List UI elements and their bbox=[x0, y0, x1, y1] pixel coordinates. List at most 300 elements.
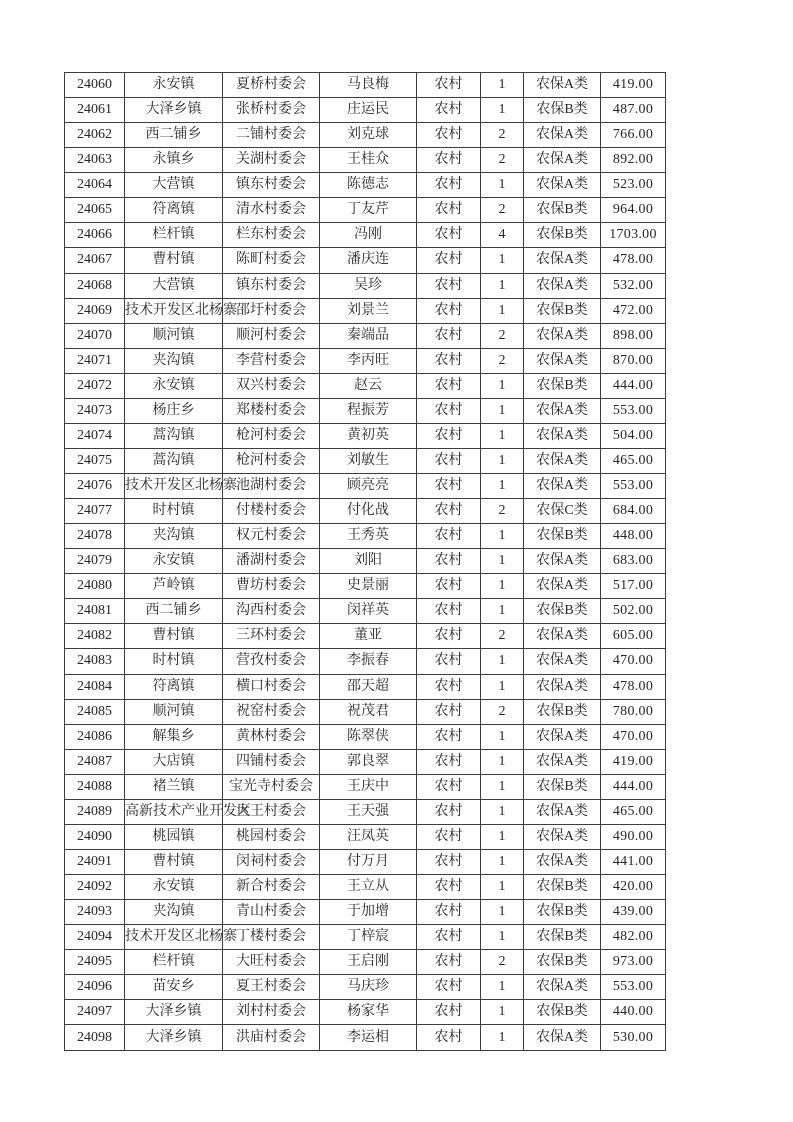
table-row bbox=[65, 323, 666, 348]
amount-cell: 684.00 bbox=[601, 499, 666, 524]
insurance-category-cell: 农保A类 bbox=[524, 148, 601, 173]
person-count-cell: 1 bbox=[481, 674, 524, 699]
residence-type-cell: 农村 bbox=[417, 348, 481, 373]
person-count-cell: 1 bbox=[481, 448, 524, 473]
residence-type-cell: 农村 bbox=[417, 524, 481, 549]
record-id-cell: 24091 bbox=[65, 849, 125, 874]
person-name-cell: 王立从 bbox=[320, 875, 417, 900]
person-name-cell: 丁友芹 bbox=[320, 198, 417, 223]
amount-cell: 478.00 bbox=[601, 248, 666, 273]
township-cell: 永镇乡 bbox=[125, 148, 223, 173]
residence-type-cell: 农村 bbox=[417, 699, 481, 724]
insurance-category-cell: 农保B类 bbox=[524, 599, 601, 624]
residence-type-cell: 农村 bbox=[417, 950, 481, 975]
amount-cell: 898.00 bbox=[601, 323, 666, 348]
village-committee-cell: 新合村委会 bbox=[223, 875, 320, 900]
insurance-category-cell: 农保B类 bbox=[524, 223, 601, 248]
table-row bbox=[65, 849, 666, 874]
record-id-cell: 24087 bbox=[65, 749, 125, 774]
person-name-cell: 史景丽 bbox=[320, 574, 417, 599]
insurance-category-cell: 农保A类 bbox=[524, 824, 601, 849]
table-row bbox=[65, 423, 666, 448]
person-name-cell: 郭良翠 bbox=[320, 749, 417, 774]
table-row bbox=[65, 774, 666, 799]
township-cell: 夹沟镇 bbox=[125, 524, 223, 549]
insurance-category-cell: 农保B类 bbox=[524, 774, 601, 799]
village-committee-cell: 青山村委会 bbox=[223, 900, 320, 925]
person-name-cell: 祝茂君 bbox=[320, 699, 417, 724]
record-id-cell: 24086 bbox=[65, 724, 125, 749]
village-committee-cell: 洪庙村委会 bbox=[223, 1025, 320, 1051]
record-id-cell: 24079 bbox=[65, 549, 125, 574]
amount-cell: 487.00 bbox=[601, 98, 666, 123]
table-row bbox=[65, 398, 666, 423]
amount-cell: 964.00 bbox=[601, 198, 666, 223]
person-name-cell: 李丙旺 bbox=[320, 348, 417, 373]
village-committee-cell: 付楼村委会 bbox=[223, 499, 320, 524]
record-id-cell: 24067 bbox=[65, 248, 125, 273]
person-name-cell: 赵云 bbox=[320, 373, 417, 398]
residence-type-cell: 农村 bbox=[417, 599, 481, 624]
township-cell: 大泽乡镇 bbox=[125, 1025, 223, 1051]
insurance-category-cell: 农保A类 bbox=[524, 474, 601, 499]
table-row bbox=[65, 373, 666, 398]
person-name-cell: 刘景兰 bbox=[320, 298, 417, 323]
person-count-cell: 2 bbox=[481, 950, 524, 975]
village-committee-cell: 顺河村委会 bbox=[223, 323, 320, 348]
amount-cell: 553.00 bbox=[601, 975, 666, 1000]
table-row bbox=[65, 499, 666, 524]
residence-type-cell: 农村 bbox=[417, 298, 481, 323]
person-name-cell: 杨家华 bbox=[320, 1000, 417, 1025]
township-cell: 永安镇 bbox=[125, 875, 223, 900]
table-row bbox=[65, 148, 666, 173]
township-cell: 大店镇 bbox=[125, 749, 223, 774]
township-cell: 西二铺乡 bbox=[125, 123, 223, 148]
insurance-category-cell: 农保B类 bbox=[524, 875, 601, 900]
village-committee-cell: 丁楼村委会 bbox=[223, 925, 320, 950]
township-cell: 西二铺乡 bbox=[125, 599, 223, 624]
table-row bbox=[65, 749, 666, 774]
table-row bbox=[65, 348, 666, 373]
record-id-cell: 24081 bbox=[65, 599, 125, 624]
record-id-cell: 24096 bbox=[65, 975, 125, 1000]
person-count-cell: 1 bbox=[481, 373, 524, 398]
village-committee-cell: 营孜村委会 bbox=[223, 649, 320, 674]
person-count-cell: 2 bbox=[481, 323, 524, 348]
insurance-category-cell: 农保B类 bbox=[524, 98, 601, 123]
village-committee-cell: 枪河村委会 bbox=[223, 448, 320, 473]
person-name-cell: 陈德志 bbox=[320, 173, 417, 198]
township-cell: 大泽乡镇 bbox=[125, 98, 223, 123]
record-id-cell: 24092 bbox=[65, 875, 125, 900]
village-committee-cell: 清水村委会 bbox=[223, 198, 320, 223]
person-count-cell: 2 bbox=[481, 699, 524, 724]
township-cell: 永安镇 bbox=[125, 73, 223, 98]
village-committee-cell: 邵圩村委会 bbox=[223, 298, 320, 323]
person-count-cell: 1 bbox=[481, 524, 524, 549]
record-id-cell: 24082 bbox=[65, 624, 125, 649]
record-id-cell: 24068 bbox=[65, 273, 125, 298]
record-id-cell: 24071 bbox=[65, 348, 125, 373]
record-id-cell: 24084 bbox=[65, 674, 125, 699]
township-cell: 夹沟镇 bbox=[125, 900, 223, 925]
record-id-cell: 24060 bbox=[65, 73, 125, 98]
table-row bbox=[65, 448, 666, 473]
residence-type-cell: 农村 bbox=[417, 900, 481, 925]
amount-cell: 419.00 bbox=[601, 73, 666, 98]
person-name-cell: 李运相 bbox=[320, 1025, 417, 1051]
insurance-records-table bbox=[64, 72, 666, 1051]
residence-type-cell: 农村 bbox=[417, 624, 481, 649]
record-id-cell: 24069 bbox=[65, 298, 125, 323]
table-row bbox=[65, 925, 666, 950]
table-row bbox=[65, 574, 666, 599]
residence-type-cell: 农村 bbox=[417, 499, 481, 524]
township-cell: 栏杆镇 bbox=[125, 950, 223, 975]
person-count-cell: 1 bbox=[481, 1025, 524, 1051]
amount-cell: 892.00 bbox=[601, 148, 666, 173]
person-name-cell: 马良梅 bbox=[320, 73, 417, 98]
insurance-category-cell: 农保A类 bbox=[524, 398, 601, 423]
person-count-cell: 1 bbox=[481, 574, 524, 599]
record-id-cell: 24075 bbox=[65, 448, 125, 473]
amount-cell: 517.00 bbox=[601, 574, 666, 599]
township-cell: 曹村镇 bbox=[125, 624, 223, 649]
residence-type-cell: 农村 bbox=[417, 925, 481, 950]
township-cell: 蒿沟镇 bbox=[125, 423, 223, 448]
person-count-cell: 4 bbox=[481, 223, 524, 248]
residence-type-cell: 农村 bbox=[417, 273, 481, 298]
amount-cell: 444.00 bbox=[601, 774, 666, 799]
amount-cell: 482.00 bbox=[601, 925, 666, 950]
residence-type-cell: 农村 bbox=[417, 875, 481, 900]
township-cell: 永安镇 bbox=[125, 373, 223, 398]
residence-type-cell: 农村 bbox=[417, 73, 481, 98]
table-row bbox=[65, 123, 666, 148]
village-committee-cell: 曹坊村委会 bbox=[223, 574, 320, 599]
insurance-category-cell: 农保A类 bbox=[524, 423, 601, 448]
person-count-cell: 1 bbox=[481, 649, 524, 674]
person-count-cell: 1 bbox=[481, 824, 524, 849]
table-row bbox=[65, 824, 666, 849]
residence-type-cell: 农村 bbox=[417, 774, 481, 799]
person-name-cell: 董亚 bbox=[320, 624, 417, 649]
table-row bbox=[65, 875, 666, 900]
township-cell: 苗安乡 bbox=[125, 975, 223, 1000]
person-count-cell: 1 bbox=[481, 474, 524, 499]
record-id-cell: 24073 bbox=[65, 398, 125, 423]
record-id-cell: 24089 bbox=[65, 799, 125, 824]
person-count-cell: 2 bbox=[481, 624, 524, 649]
township-cell: 顺河镇 bbox=[125, 699, 223, 724]
person-count-cell: 1 bbox=[481, 273, 524, 298]
township-cell: 曹村镇 bbox=[125, 248, 223, 273]
table-row bbox=[65, 524, 666, 549]
person-name-cell: 冯刚 bbox=[320, 223, 417, 248]
record-id-cell: 24078 bbox=[65, 524, 125, 549]
person-count-cell: 1 bbox=[481, 73, 524, 98]
table-row bbox=[65, 1000, 666, 1025]
amount-cell: 530.00 bbox=[601, 1025, 666, 1051]
township-cell: 大泽乡镇 bbox=[125, 1000, 223, 1025]
person-name-cell: 王秀英 bbox=[320, 524, 417, 549]
person-count-cell: 1 bbox=[481, 423, 524, 448]
amount-cell: 472.00 bbox=[601, 298, 666, 323]
village-committee-cell: 黄林村委会 bbox=[223, 724, 320, 749]
amount-cell: 420.00 bbox=[601, 875, 666, 900]
insurance-category-cell: 农保A类 bbox=[524, 1025, 601, 1051]
person-count-cell: 1 bbox=[481, 1000, 524, 1025]
township-cell: 栏杆镇 bbox=[125, 223, 223, 248]
township-cell: 解集乡 bbox=[125, 724, 223, 749]
residence-type-cell: 农村 bbox=[417, 323, 481, 348]
person-count-cell: 2 bbox=[481, 348, 524, 373]
residence-type-cell: 农村 bbox=[417, 223, 481, 248]
village-committee-cell: 三环村委会 bbox=[223, 624, 320, 649]
township-cell: 杨庄乡 bbox=[125, 398, 223, 423]
township-cell: 时村镇 bbox=[125, 499, 223, 524]
residence-type-cell: 农村 bbox=[417, 123, 481, 148]
record-id-cell: 24098 bbox=[65, 1025, 125, 1051]
village-committee-cell: 李营村委会 bbox=[223, 348, 320, 373]
person-count-cell: 1 bbox=[481, 749, 524, 774]
record-id-cell: 24088 bbox=[65, 774, 125, 799]
village-committee-cell: 郑楼村委会 bbox=[223, 398, 320, 423]
person-count-cell: 1 bbox=[481, 774, 524, 799]
insurance-category-cell: 农保A类 bbox=[524, 73, 601, 98]
person-name-cell: 马庆珍 bbox=[320, 975, 417, 1000]
village-committee-cell: 陈町村委会 bbox=[223, 248, 320, 273]
table-row bbox=[65, 900, 666, 925]
person-name-cell: 付万月 bbox=[320, 849, 417, 874]
residence-type-cell: 农村 bbox=[417, 674, 481, 699]
village-committee-cell: 潘湖村委会 bbox=[223, 549, 320, 574]
insurance-category-cell: 农保A类 bbox=[524, 248, 601, 273]
residence-type-cell: 农村 bbox=[417, 398, 481, 423]
record-id-cell: 24080 bbox=[65, 574, 125, 599]
amount-cell: 870.00 bbox=[601, 348, 666, 373]
amount-cell: 532.00 bbox=[601, 273, 666, 298]
residence-type-cell: 农村 bbox=[417, 1025, 481, 1051]
village-committee-cell: 夏桥村委会 bbox=[223, 73, 320, 98]
person-count-cell: 1 bbox=[481, 248, 524, 273]
amount-cell: 448.00 bbox=[601, 524, 666, 549]
person-name-cell: 潘庆连 bbox=[320, 248, 417, 273]
person-count-cell: 2 bbox=[481, 198, 524, 223]
record-id-cell: 24066 bbox=[65, 223, 125, 248]
amount-cell: 683.00 bbox=[601, 549, 666, 574]
village-committee-cell: 枪河村委会 bbox=[223, 423, 320, 448]
record-id-cell: 24061 bbox=[65, 98, 125, 123]
village-committee-cell: 大旺村委会 bbox=[223, 950, 320, 975]
record-id-cell: 24064 bbox=[65, 173, 125, 198]
township-cell: 芦岭镇 bbox=[125, 574, 223, 599]
person-name-cell: 黄初英 bbox=[320, 423, 417, 448]
record-id-cell: 24077 bbox=[65, 499, 125, 524]
person-count-cell: 1 bbox=[481, 98, 524, 123]
residence-type-cell: 农村 bbox=[417, 749, 481, 774]
amount-cell: 439.00 bbox=[601, 900, 666, 925]
township-cell: 蒿沟镇 bbox=[125, 448, 223, 473]
insurance-category-cell: 农保B类 bbox=[524, 198, 601, 223]
amount-cell: 973.00 bbox=[601, 950, 666, 975]
person-name-cell: 王桂众 bbox=[320, 148, 417, 173]
insurance-category-cell: 农保A类 bbox=[524, 649, 601, 674]
person-count-cell: 1 bbox=[481, 875, 524, 900]
insurance-category-cell: 农保A类 bbox=[524, 749, 601, 774]
table-body bbox=[65, 73, 666, 1051]
township-cell: 大营镇 bbox=[125, 273, 223, 298]
residence-type-cell: 农村 bbox=[417, 474, 481, 499]
residence-type-cell: 农村 bbox=[417, 799, 481, 824]
person-name-cell: 庄运民 bbox=[320, 98, 417, 123]
township-cell: 时村镇 bbox=[125, 649, 223, 674]
insurance-category-cell: 农保A类 bbox=[524, 448, 601, 473]
table-row bbox=[65, 474, 666, 499]
insurance-category-cell: 农保B类 bbox=[524, 900, 601, 925]
village-committee-cell: 闵祠村委会 bbox=[223, 849, 320, 874]
insurance-category-cell: 农保B类 bbox=[524, 298, 601, 323]
record-id-cell: 24076 bbox=[65, 474, 125, 499]
record-id-cell: 24097 bbox=[65, 1000, 125, 1025]
insurance-category-cell: 农保A类 bbox=[524, 624, 601, 649]
amount-cell: 465.00 bbox=[601, 448, 666, 473]
township-cell: 符离镇 bbox=[125, 198, 223, 223]
residence-type-cell: 农村 bbox=[417, 148, 481, 173]
record-id-cell: 24094 bbox=[65, 925, 125, 950]
village-committee-cell: 关湖村委会 bbox=[223, 148, 320, 173]
township-cell: 高新技术产业开发区 bbox=[125, 799, 223, 824]
insurance-category-cell: 农保A类 bbox=[524, 323, 601, 348]
table-row bbox=[65, 273, 666, 298]
person-count-cell: 1 bbox=[481, 298, 524, 323]
person-name-cell: 秦端品 bbox=[320, 323, 417, 348]
person-name-cell: 陈翠侠 bbox=[320, 724, 417, 749]
residence-type-cell: 农村 bbox=[417, 98, 481, 123]
amount-cell: 478.00 bbox=[601, 674, 666, 699]
residence-type-cell: 农村 bbox=[417, 849, 481, 874]
amount-cell: 523.00 bbox=[601, 173, 666, 198]
table-row bbox=[65, 624, 666, 649]
insurance-category-cell: 农保A类 bbox=[524, 549, 601, 574]
person-count-cell: 1 bbox=[481, 849, 524, 874]
table-row bbox=[65, 724, 666, 749]
village-committee-cell: 桃园村委会 bbox=[223, 824, 320, 849]
amount-cell: 504.00 bbox=[601, 423, 666, 448]
record-id-cell: 24063 bbox=[65, 148, 125, 173]
person-name-cell: 程振芳 bbox=[320, 398, 417, 423]
township-cell: 技术开发区北杨寨 bbox=[125, 925, 223, 950]
residence-type-cell: 农村 bbox=[417, 198, 481, 223]
table-row bbox=[65, 73, 666, 98]
amount-cell: 553.00 bbox=[601, 398, 666, 423]
residence-type-cell: 农村 bbox=[417, 448, 481, 473]
insurance-category-cell: 农保A类 bbox=[524, 348, 601, 373]
table-row bbox=[65, 173, 666, 198]
table-row bbox=[65, 799, 666, 824]
table-row bbox=[65, 298, 666, 323]
table-row bbox=[65, 198, 666, 223]
person-name-cell: 李振春 bbox=[320, 649, 417, 674]
amount-cell: 419.00 bbox=[601, 749, 666, 774]
table-row bbox=[65, 248, 666, 273]
person-name-cell: 邵天超 bbox=[320, 674, 417, 699]
residence-type-cell: 农村 bbox=[417, 724, 481, 749]
insurance-category-cell: 农保B类 bbox=[524, 373, 601, 398]
person-count-cell: 1 bbox=[481, 724, 524, 749]
table-row bbox=[65, 950, 666, 975]
insurance-category-cell: 农保A类 bbox=[524, 674, 601, 699]
insurance-category-cell: 农保C类 bbox=[524, 499, 601, 524]
person-count-cell: 1 bbox=[481, 900, 524, 925]
amount-cell: 441.00 bbox=[601, 849, 666, 874]
township-cell: 夹沟镇 bbox=[125, 348, 223, 373]
residence-type-cell: 农村 bbox=[417, 549, 481, 574]
residence-type-cell: 农村 bbox=[417, 574, 481, 599]
table-row bbox=[65, 599, 666, 624]
record-id-cell: 24062 bbox=[65, 123, 125, 148]
amount-cell: 470.00 bbox=[601, 724, 666, 749]
insurance-category-cell: 农保A类 bbox=[524, 574, 601, 599]
person-count-cell: 1 bbox=[481, 925, 524, 950]
amount-cell: 780.00 bbox=[601, 699, 666, 724]
village-committee-cell: 栏东村委会 bbox=[223, 223, 320, 248]
village-committee-cell: 二铺村委会 bbox=[223, 123, 320, 148]
person-count-cell: 1 bbox=[481, 799, 524, 824]
table-row bbox=[65, 223, 666, 248]
township-cell: 永安镇 bbox=[125, 549, 223, 574]
insurance-category-cell: 农保A类 bbox=[524, 273, 601, 298]
person-name-cell: 闵祥英 bbox=[320, 599, 417, 624]
village-committee-cell: 宝光寺村委会 bbox=[223, 774, 320, 799]
person-count-cell: 2 bbox=[481, 148, 524, 173]
residence-type-cell: 农村 bbox=[417, 423, 481, 448]
insurance-category-cell: 农保A类 bbox=[524, 975, 601, 1000]
residence-type-cell: 农村 bbox=[417, 975, 481, 1000]
amount-cell: 490.00 bbox=[601, 824, 666, 849]
person-name-cell: 刘敏生 bbox=[320, 448, 417, 473]
person-name-cell: 于加增 bbox=[320, 900, 417, 925]
residence-type-cell: 农村 bbox=[417, 248, 481, 273]
village-committee-cell: 沟西村委会 bbox=[223, 599, 320, 624]
record-id-cell: 24070 bbox=[65, 323, 125, 348]
record-id-cell: 24065 bbox=[65, 198, 125, 223]
residence-type-cell: 农村 bbox=[417, 373, 481, 398]
village-committee-cell: 四铺村委会 bbox=[223, 749, 320, 774]
residence-type-cell: 农村 bbox=[417, 1000, 481, 1025]
village-committee-cell: 张桥村委会 bbox=[223, 98, 320, 123]
residence-type-cell: 农村 bbox=[417, 649, 481, 674]
person-count-cell: 1 bbox=[481, 173, 524, 198]
person-name-cell: 吴珍 bbox=[320, 273, 417, 298]
insurance-category-cell: 农保A类 bbox=[524, 173, 601, 198]
amount-cell: 1703.00 bbox=[601, 223, 666, 248]
amount-cell: 553.00 bbox=[601, 474, 666, 499]
amount-cell: 444.00 bbox=[601, 373, 666, 398]
person-name-cell: 付化战 bbox=[320, 499, 417, 524]
amount-cell: 605.00 bbox=[601, 624, 666, 649]
village-committee-cell: 横口村委会 bbox=[223, 674, 320, 699]
residence-type-cell: 农村 bbox=[417, 824, 481, 849]
township-cell: 顺河镇 bbox=[125, 323, 223, 348]
record-id-cell: 24085 bbox=[65, 699, 125, 724]
insurance-category-cell: 农保B类 bbox=[524, 524, 601, 549]
insurance-category-cell: 农保A类 bbox=[524, 799, 601, 824]
table-row bbox=[65, 699, 666, 724]
township-cell: 曹村镇 bbox=[125, 849, 223, 874]
person-count-cell: 1 bbox=[481, 549, 524, 574]
